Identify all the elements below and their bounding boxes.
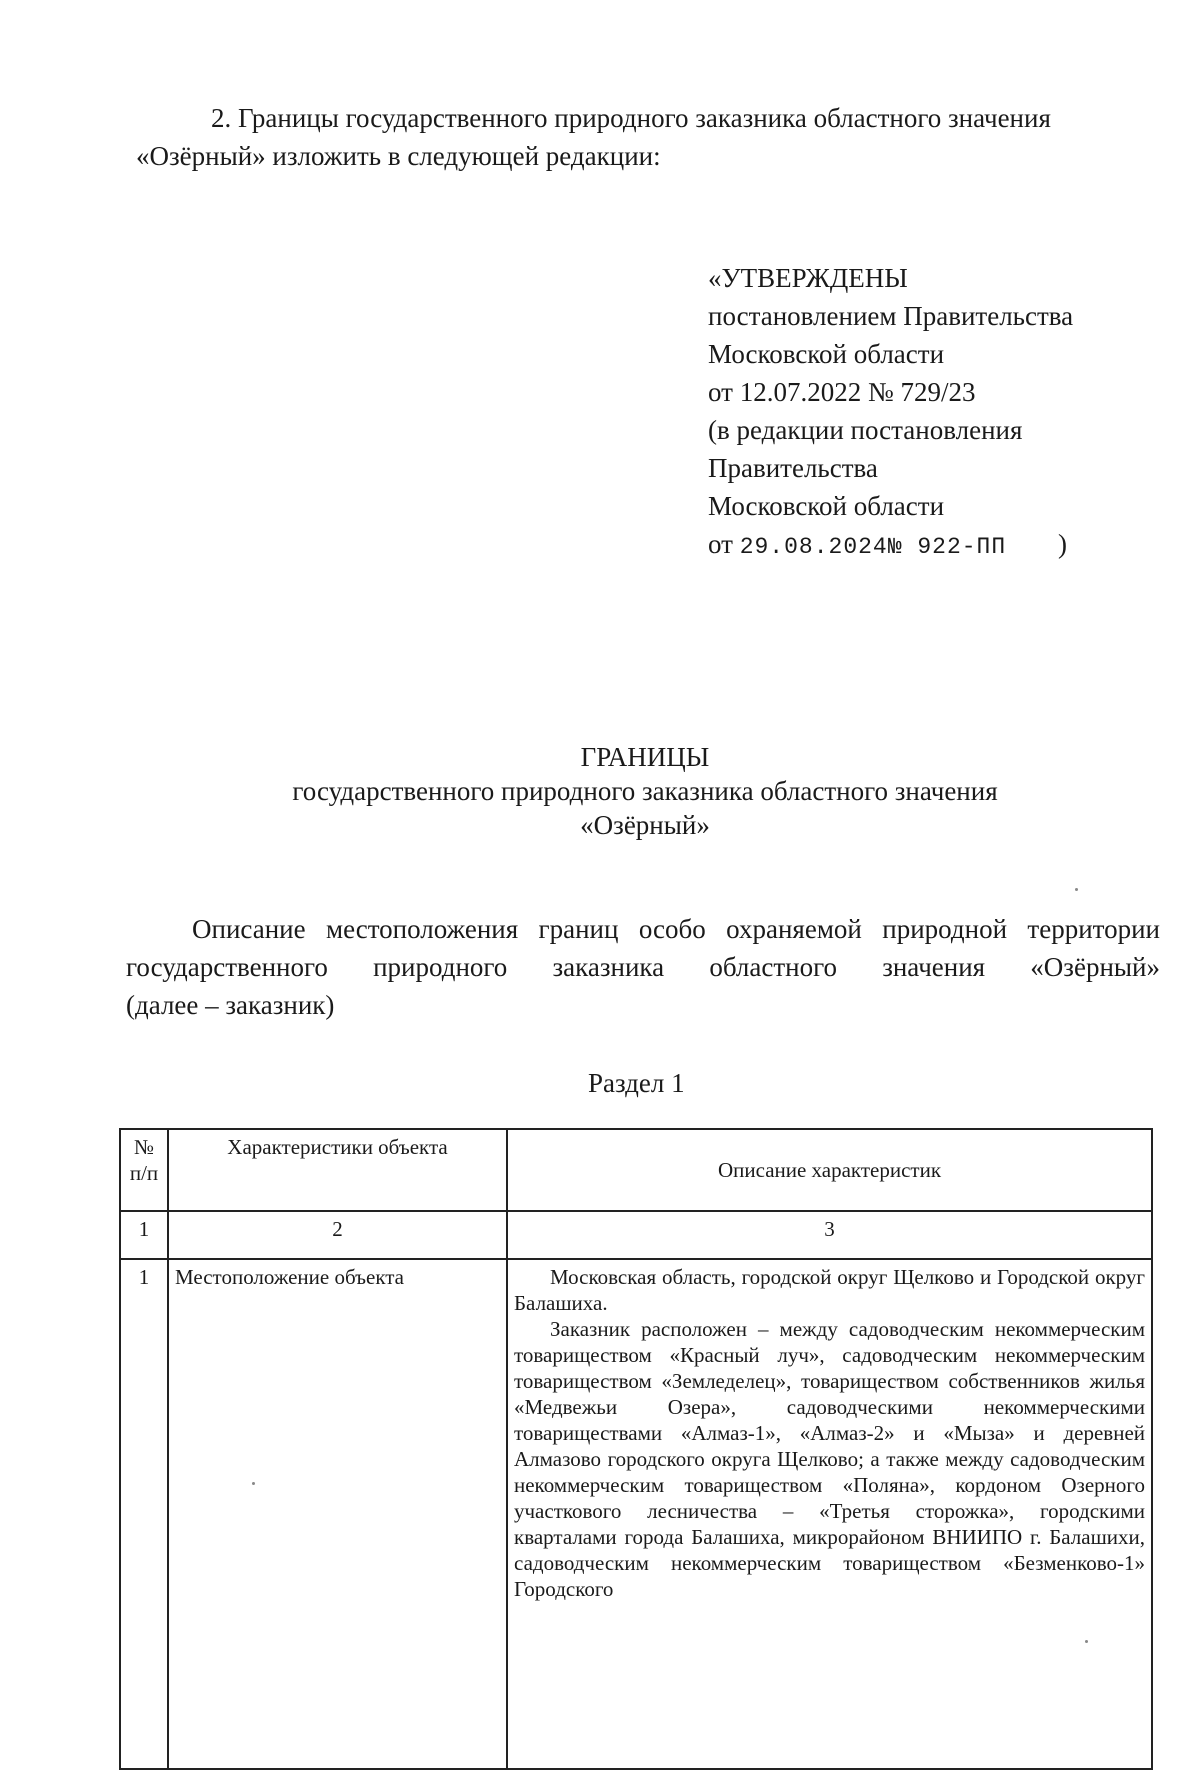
approved-line: Московской области <box>708 491 945 521</box>
document-title <box>0 740 1200 842</box>
index-cell: 3 <box>507 1211 1152 1259</box>
header-characteristic: Характеристики объекта <box>168 1129 507 1211</box>
description-paragraph-1: Московская область, городской округ Щелково и Городской округ Балашиха. <box>514 1265 1145 1315</box>
approved-line: от 12.07.2022 № 729/23 <box>708 377 976 407</box>
approved-line: Правительства <box>708 453 878 483</box>
approved-last-line <box>708 525 1128 566</box>
scan-speck <box>1085 1640 1088 1643</box>
index-cell: 1 <box>120 1211 168 1259</box>
intro-paragraph <box>136 99 1098 175</box>
approved-date: 29.08.2024 <box>739 534 888 560</box>
description-paragraph <box>126 910 1160 1024</box>
description-line-2: государственного природного заказника областного значения «Озёрный» <box>126 952 1160 982</box>
title-line-3: «Озёрный» <box>580 810 710 840</box>
header-num: № п/п <box>120 1129 168 1211</box>
row-characteristic: Местоположение объекта <box>168 1259 507 1769</box>
row-description <box>507 1259 1152 1769</box>
scan-speck <box>1075 888 1078 891</box>
table-index-row <box>120 1211 1152 1259</box>
approved-line: (в редакции постановления <box>708 415 1023 445</box>
scan-speck <box>252 1482 255 1485</box>
row-num: 1 <box>120 1259 168 1769</box>
table-header-row <box>120 1129 1152 1211</box>
approval-stamp-block <box>708 259 1128 566</box>
approved-date-prefix: от <box>708 529 733 559</box>
title-heading: ГРАНИЦЫ <box>580 742 710 772</box>
intro-line-2: «Озёрный» изложить в следующей редакции: <box>136 141 661 171</box>
description-line-3: (далее – заказник) <box>126 990 335 1020</box>
approved-number: № 922-ПП <box>887 534 1007 560</box>
intro-line-1: 2. Границы государственного природного заказника областного значения <box>211 103 1051 133</box>
approved-close-paren: ) <box>1058 529 1067 559</box>
table-row <box>120 1259 1152 1769</box>
description-paragraph-2: Заказник расположен – между садоводческим некоммерческим товариществом «Красный луч», садоводческим некоммерческим товариществом «Земледелец», товариществом собственников жилья «Медвежьи Озера», садоводческими некоммерческими товариществами «Алмаз-1», «Алмаз-2» и «Мыза» и деревней Алмазово городского округа Щелково; а также между садоводческим некоммерческим товариществом «Поляна», кордоном Озерного участкового лесничества – «Третья сторожка», городскими кварталами города Балашиха, микрорайоном ВНИИПО г. Балашихи, садоводческим некоммерческим товариществом «Безменково-1» Городского <box>514 1317 1145 1601</box>
index-cell: 2 <box>168 1211 507 1259</box>
section-label: Раздел 1 <box>588 1068 685 1098</box>
description-line-1: Описание местоположения границ особо охраняемой природной территории <box>192 914 1160 944</box>
header-description: Описание характеристик <box>507 1129 1152 1211</box>
characteristics-table <box>119 1128 1153 1770</box>
approved-line: Московской области <box>708 339 945 369</box>
title-line-2: государственного природного заказника областного значения <box>292 776 998 806</box>
approved-line: постановлением Правительства <box>708 301 1074 331</box>
approved-line: «УТВЕРЖДЕНЫ <box>708 263 908 293</box>
